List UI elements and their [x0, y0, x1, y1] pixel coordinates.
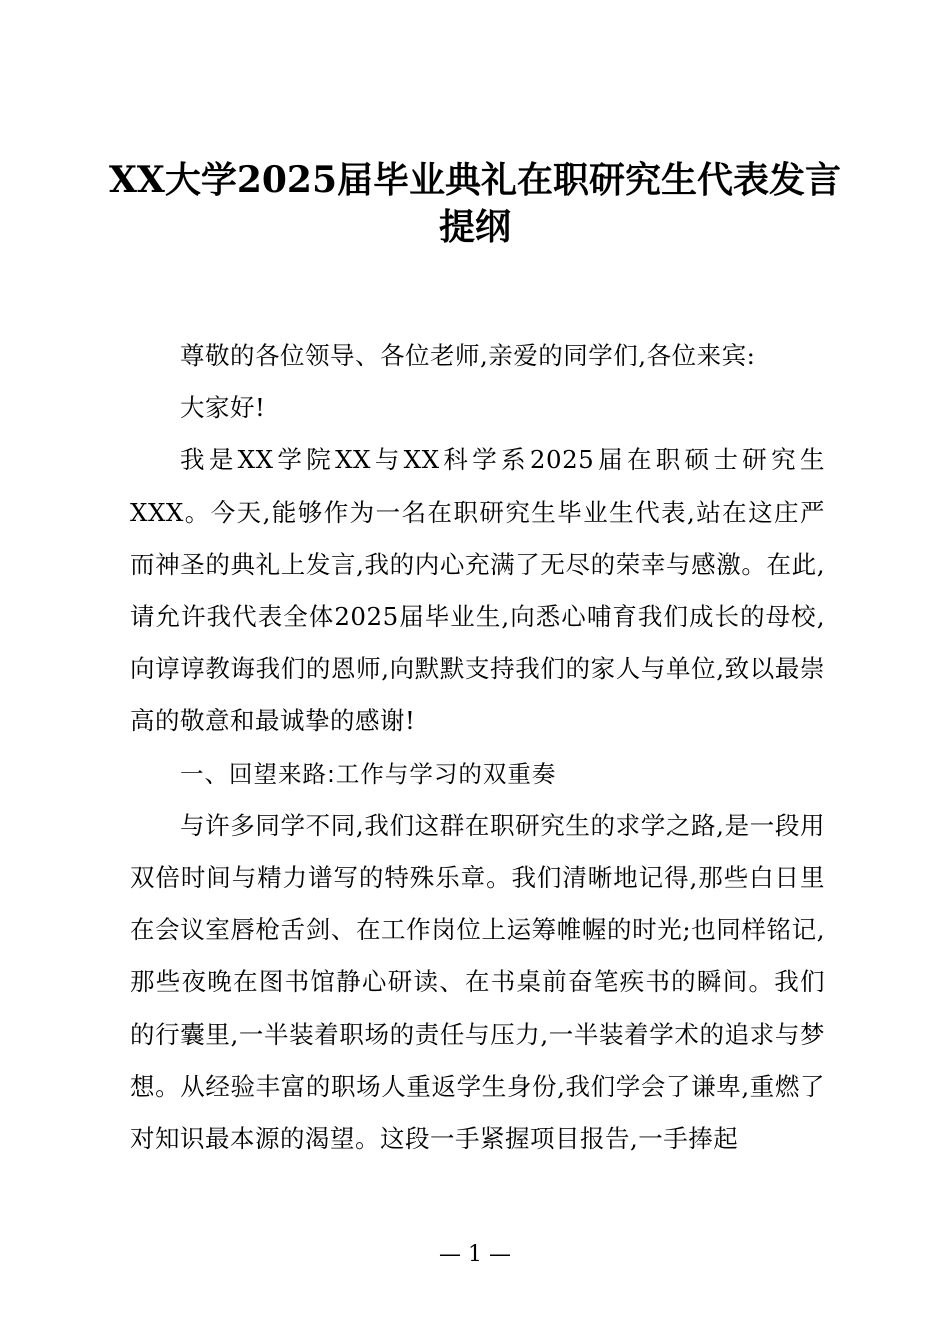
salutation-paragraph: 尊敬的各位领导、各位老师,亲爱的同学们,各位来宾:	[180, 341, 756, 370]
document-body	[130, 330, 825, 1165]
section-heading: 一、回望来路:工作与学习的双重奏	[180, 759, 557, 788]
page-number: — 1 —	[439, 1242, 511, 1267]
introduction-paragraph: 我是XX学院XX与XX科学系2025届在职硕士研究生XXX。今天,能够作为一名在职研究生毕业生代表,站在这庄严而神圣的典礼上发言,我的内心充满了无尽的荣幸与感激。在此,请允许我代表全体2025届毕业生,向悉心哺育我们成长的母校,向谆谆教诲我们的恩师,向默默支持我们的家人与单位,致以最崇高的敬意和最诚挚的感谢!	[130, 445, 825, 736]
section-paragraph: 与许多同学不同,我们这群在职研究生的求学之路,是一段用双倍时间与精力谱写的特殊乐章。我们清晰地记得,那些白日里在会议室唇枪舌剑、在工作岗位上运筹帷幄的时光;也同样铭记,那些夜晚在图书馆静心研读、在书桌前奋笔疾书的瞬间。我们的行囊里,一半装着职场的责任与压力,一半装着学术的追求与梦想。从经验丰富的职场人重返学生身份,我们学会了谦卑,重燃了对知识最本源的渴望。这段一手紧握项目报告,一手捧起	[130, 810, 825, 1154]
document-title-line-1: XX大学2025届毕业典礼在职研究生代表发言	[108, 159, 842, 201]
document-title-line-2: 提纲	[438, 206, 511, 248]
greeting-paragraph: 大家好!	[180, 393, 266, 423]
